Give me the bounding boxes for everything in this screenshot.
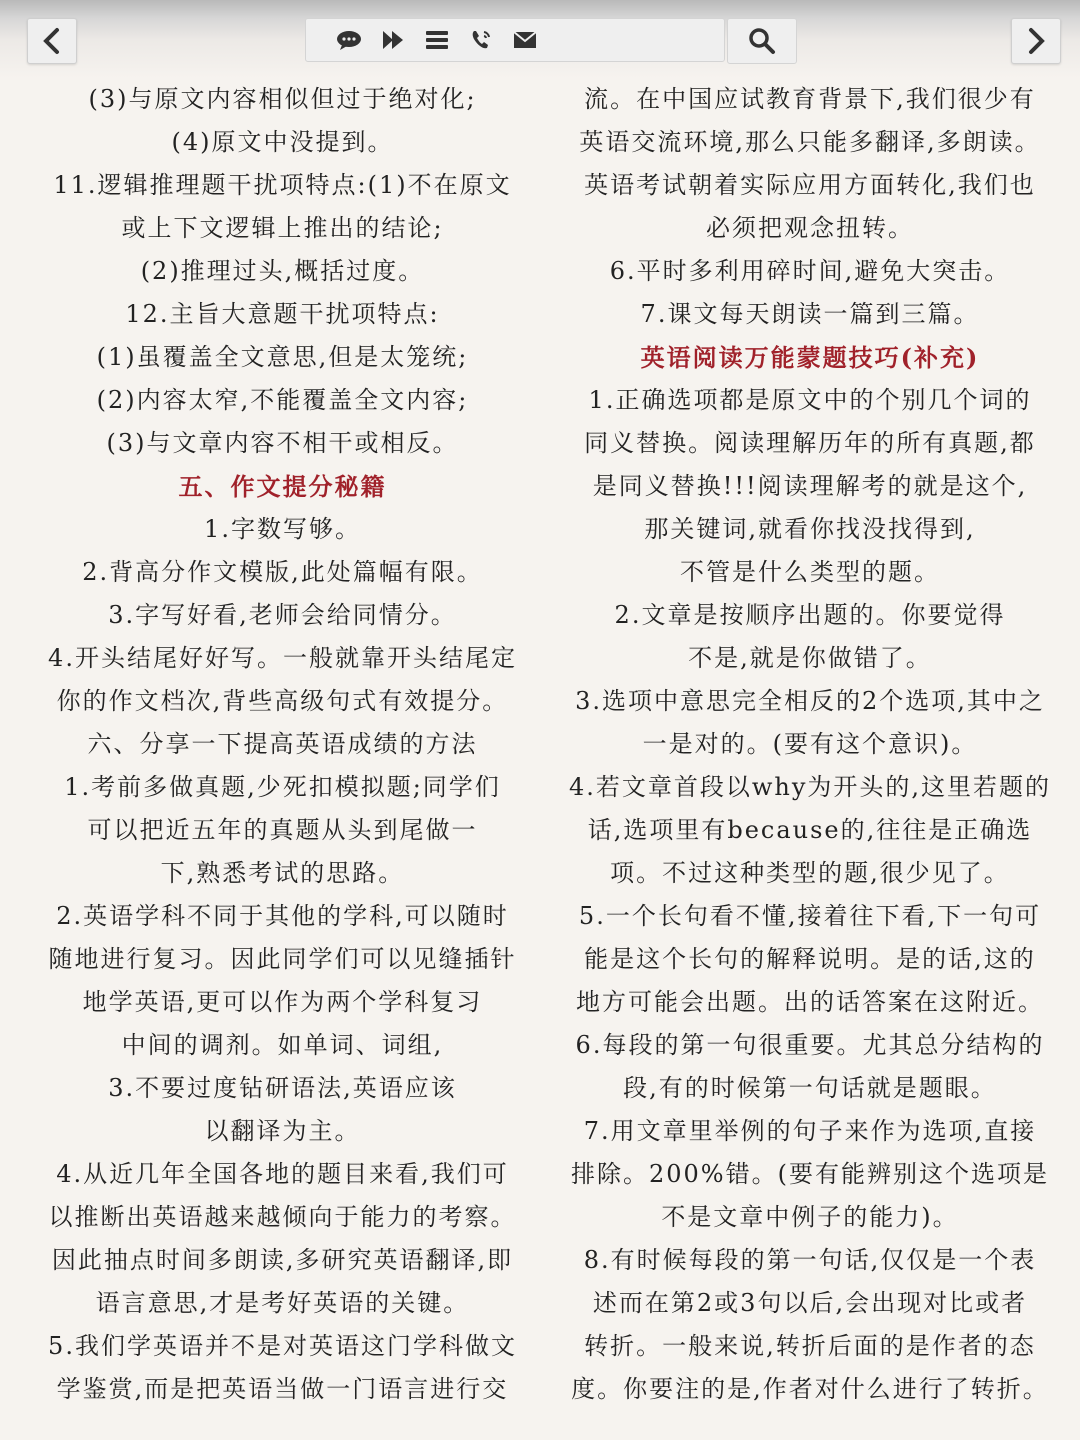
text-line: 转折。一般来说,转折后面的是作者的态 [584, 1332, 1036, 1360]
text-line: 那关键词,就看你找没找得到, [644, 515, 976, 543]
text-line: 中间的调剂。如单词、词组, [121, 1031, 444, 1059]
text-line: 6.平时多利用碎时间,避免大突击。 [609, 257, 1011, 285]
text-line: 3.不要过度钻研语法,英语应该 [108, 1074, 457, 1102]
text-line: 以推断出英语越来越倾向于能力的考察。 [48, 1203, 517, 1231]
chevron-right-icon [1025, 27, 1047, 55]
text-line: 5.一个长句看不懂,接着往下看,下一句可 [578, 902, 1042, 930]
text-line: 以翻译为主。 [204, 1117, 361, 1145]
action-toolbar [305, 18, 725, 62]
text-line: 7.课文每天朗读一篇到三篇。 [640, 300, 980, 328]
text-line: 项。不过这种类型的题,很少见了。 [610, 859, 1010, 887]
text-line: 12.主旨大意题干扰项特点: [125, 300, 440, 328]
text-line: 1.考前多做真题,少死扣模拟题;同学们 [64, 773, 501, 801]
text-line: 学鉴赏,而是把英语当做一门语言进行交 [56, 1375, 509, 1403]
text-line: 11.逻辑推理题干扰项特点:(1)不在原文 [53, 171, 512, 199]
text-line: (3)与原文内容相似但过于绝对化; [88, 85, 477, 113]
search-button[interactable] [727, 18, 797, 64]
section-heading: 英语阅读万能蒙题技巧(补充) [640, 343, 980, 372]
text-line: 度。你要注的是,作者对什么进行了转折。 [571, 1375, 1049, 1403]
text-line: 不是,就是你做错了。 [688, 644, 932, 672]
text-line: 7.用文章里举例的句子来作为选项,直接 [583, 1117, 1037, 1145]
text-line: 一是对的。(要有这个意识)。 [642, 730, 978, 758]
text-line: 4.开头结尾好好写。一般就靠开头结尾定 [48, 644, 517, 672]
text-line: 段,有的时候第一句话就是题眼。 [623, 1074, 997, 1102]
text-line: 6.每段的第一句很重要。尤其总分结构的 [575, 1031, 1045, 1059]
text-line: 或上下文逻辑上推出的结论; [121, 214, 444, 242]
left-text-column [30, 78, 535, 1411]
text-line: 必须把观念扭转。 [706, 214, 914, 242]
phone-icon[interactable] [468, 27, 494, 53]
mail-icon[interactable] [512, 27, 538, 53]
text-line: 1.字数写够。 [204, 515, 361, 543]
text-line: 2.文章是按顺序出题的。你要觉得 [614, 601, 1006, 629]
text-line: 英语考试朝着实际应用方面转化,我们也 [584, 171, 1036, 199]
text-line: 地学英语,更可以作为两个学科复习 [82, 988, 483, 1016]
text-line: 话,选项里有because的,往往是正确选 [587, 816, 1033, 844]
text-line: 不管是什么类型的题。 [680, 558, 940, 586]
text-line: 4.从近几年全国各地的题目来看,我们可 [56, 1160, 509, 1188]
text-line: 随地进行复习。因此同学们可以见缝插针 [48, 945, 517, 973]
text-line: 3.字写好看,老师会给同情分。 [108, 601, 457, 629]
text-line: 可以把近五年的真题从头到尾做一 [87, 816, 478, 844]
chevron-left-icon [41, 27, 63, 55]
text-line: 地方可能会出题。出的话答案在这附近。 [576, 988, 1044, 1016]
text-line: 8.有时候每段的第一句话,仅仅是一个表 [583, 1246, 1037, 1274]
chat-bubble-icon[interactable] [336, 27, 362, 53]
forward-button[interactable] [1011, 18, 1061, 64]
text-line: (1)虽覆盖全文意思,但是太笼统; [96, 343, 469, 371]
text-line: (4)原文中没提到。 [171, 128, 394, 156]
text-line: 3.选项中意思完全相反的2个选项,其中之 [575, 687, 1045, 715]
list-icon[interactable] [424, 27, 450, 53]
text-line: 英语交流环境,那么只能多翻译,多朗读。 [579, 128, 1041, 156]
top-toolbar [0, 0, 1080, 78]
text-line: 六、分享一下提高英语成绩的方法 [87, 730, 478, 758]
back-button[interactable] [27, 18, 77, 64]
text-line: 述而在第2或3句以后,会出现对比或者 [592, 1289, 1028, 1317]
text-line: 排除。200%错。(要有能辨别这个选项是 [571, 1160, 1049, 1188]
text-line: 下,熟悉考试的思路。 [160, 859, 405, 887]
text-line: (2)推理过头,概括过度。 [140, 257, 425, 285]
text-line: 语言意思,才是考好英语的关键。 [95, 1289, 470, 1317]
right-text-column [555, 78, 1065, 1411]
text-line: 同义替换。阅读理解历年的所有真题,都 [584, 429, 1036, 457]
text-line: (2)内容太窄,不能覆盖全文内容; [96, 386, 469, 414]
search-icon [748, 27, 776, 55]
text-line: 因此抽点时间多朗读,多研究英语翻译,即 [51, 1246, 514, 1274]
text-line: 2.英语学科不同于其他的学科,可以随时 [56, 902, 509, 930]
text-line: (3)与文章内容不相干或相反。 [106, 429, 459, 457]
text-line: 不是文章中例子的能力)。 [661, 1203, 959, 1231]
text-line: 是同义替换!!!阅读理解考的就是这个, [592, 472, 1028, 500]
text-line: 你的作文档次,背些高级句式有效提分。 [56, 687, 509, 715]
text-line: 5.我们学英语并不是对英语这门学科做文 [48, 1332, 517, 1360]
forward-icon[interactable] [380, 27, 406, 53]
text-line: 4.若文章首段以why为开头的,这里若题的 [568, 773, 1052, 801]
text-line: 流。在中国应试教育背景下,我们很少有 [584, 85, 1036, 113]
text-line: 能是这个长句的解释说明。是的话,这的 [584, 945, 1036, 973]
section-heading: 五、作文提分秘籍 [178, 472, 387, 501]
text-line: 2.背高分作文模版,此处篇幅有限。 [82, 558, 483, 586]
text-line: 1.正确选项都是原文中的个别几个词的 [588, 386, 1032, 414]
